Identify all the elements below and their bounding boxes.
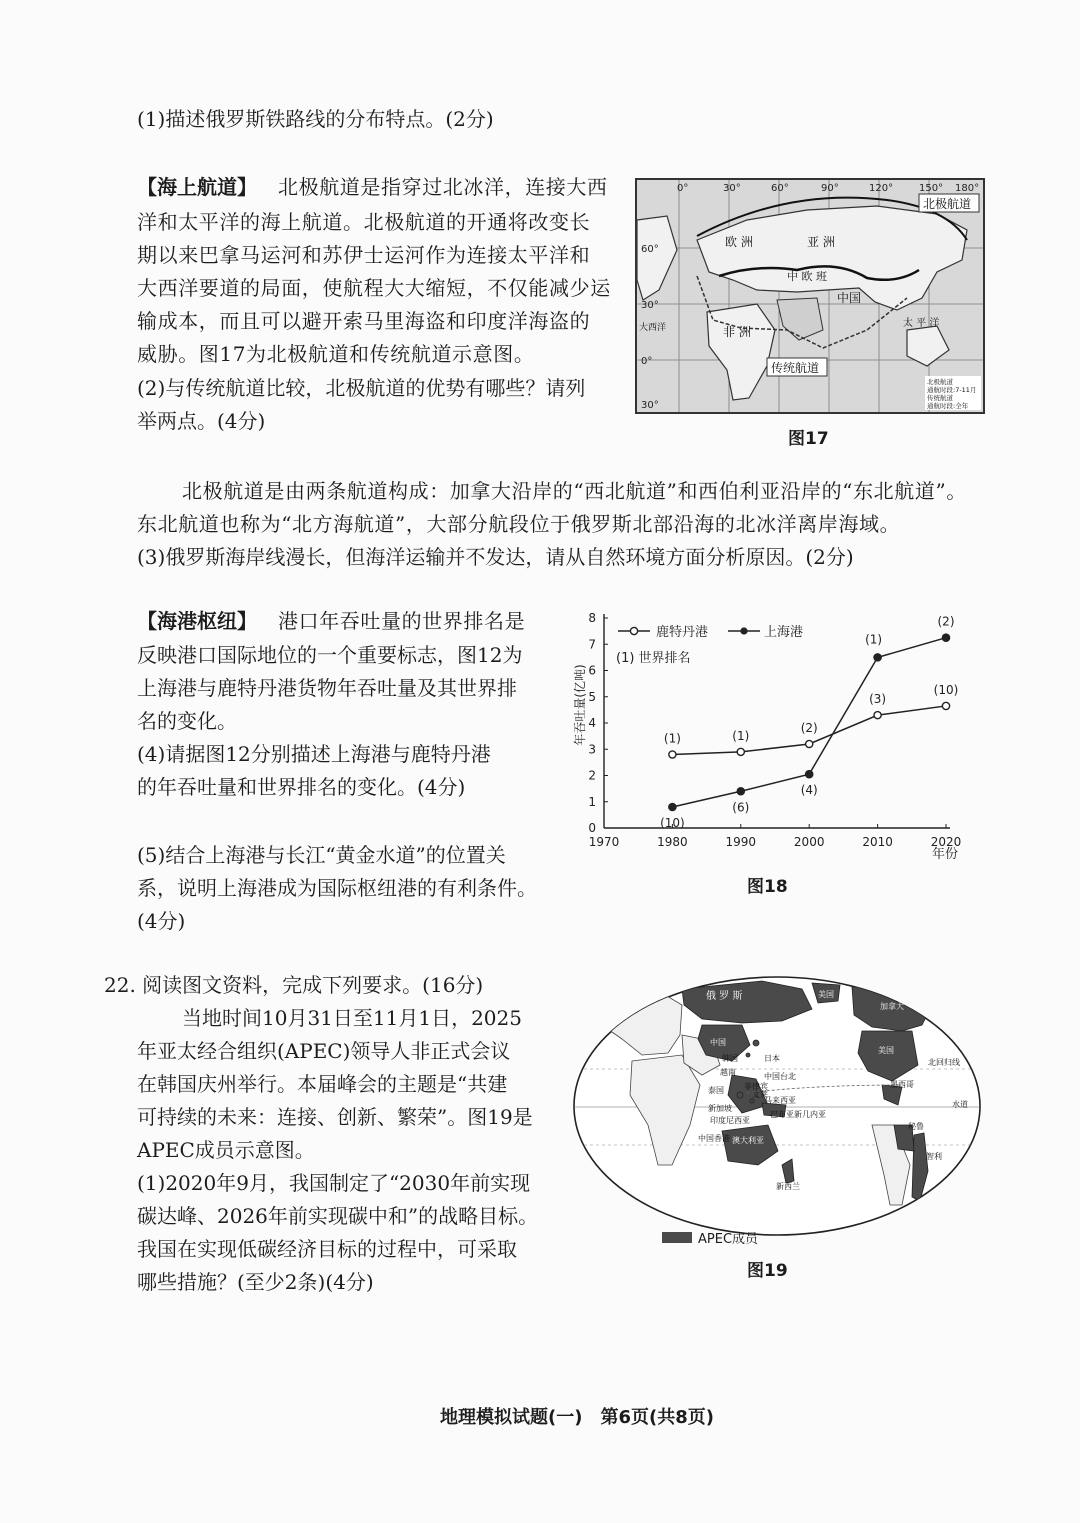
- section-tag-sea-route: 【海上航道】: [137, 175, 257, 199]
- q22-sub1-line-1: (1)2020年9月，我国制定了“2030年前实现: [137, 1171, 531, 1195]
- x-axis-label: 年份: [932, 847, 959, 862]
- question-5-line-1: (5)结合上海港与长江“黄金水道”的位置关: [137, 843, 506, 867]
- q22-sub1-line-4: 哪些措施？(至少2条)(4分): [137, 1270, 374, 1294]
- sea-para-line-6: 威胁。图17为北极航道和传统航道示意图。: [137, 342, 535, 366]
- legend-text: 北极航道: [927, 378, 953, 386]
- map-label: 马来西亚: [764, 1096, 796, 1105]
- legend-text: 通航时段:7-11月: [927, 386, 977, 394]
- legend-rotterdam: 鹿特丹港: [656, 625, 709, 640]
- lon-label: 0°: [677, 183, 689, 194]
- q22-para-line-1: 当地时间10月31日至11月1日，2025: [182, 1006, 522, 1030]
- lat-label: 0°: [641, 356, 653, 367]
- data-point: [806, 771, 813, 778]
- y-tick-label: 3: [588, 742, 596, 757]
- lon-label: 120°: [869, 183, 894, 194]
- y-tick-label: 7: [588, 637, 596, 652]
- map-label: 韩国: [722, 1054, 738, 1063]
- map-label: 泰国: [708, 1086, 724, 1095]
- legend-shanghai: 上海港: [764, 625, 804, 640]
- lon-label: 60°: [771, 183, 789, 194]
- map-label: 墨西哥: [890, 1080, 914, 1089]
- apec-legend-swatch: [662, 1232, 692, 1243]
- data-point: [669, 803, 676, 810]
- sea-para-line-4: 大西洋要道的局面，使航程大大缩短，不仅能减少运: [137, 276, 611, 300]
- sea-para-line-5: 输成本，而且可以避开索马里海盗和印度洋海盗的: [137, 309, 591, 333]
- question-2-line-2: 举两点。(4分): [137, 409, 266, 433]
- data-point: [874, 654, 881, 661]
- map-label: 巴布亚新几内亚: [770, 1110, 826, 1119]
- y-tick-label: 1: [588, 794, 596, 809]
- rank-label: (4): [800, 783, 818, 798]
- y-axis-label: 年吞吐量(亿吨): [573, 664, 587, 746]
- question-4-line-1: (4)请据图12分别描述上海港与鹿特丹港: [137, 742, 491, 766]
- map-label: 俄 罗 斯: [706, 991, 743, 1002]
- data-point: [806, 740, 813, 747]
- map-label: 中国台北: [764, 1072, 796, 1081]
- data-point: [669, 751, 676, 758]
- map-label: 日本: [764, 1054, 780, 1063]
- q22-para-line-2: 年亚太经合组织(APEC)领导人非正式会议: [137, 1039, 511, 1063]
- lon-label: 150°: [919, 183, 944, 194]
- x-tick-label: 2000: [793, 835, 825, 849]
- page-footer: 地理模拟试题(一) 第6页(共8页): [440, 1407, 714, 1428]
- figure-19-caption: 图19: [747, 1261, 788, 1281]
- port-para-line-4: 名的变化。: [137, 709, 237, 733]
- question-1-russia-rail: (1)描述俄罗斯铁路线的分布特点。(2分): [137, 107, 494, 131]
- port-para-line-2: 反映港口国际地位的一个重要标志，图12为: [137, 643, 523, 667]
- rank-label: (6): [732, 800, 750, 815]
- map-label: 北回归线: [928, 1058, 960, 1067]
- question-2-line-1: (2)与传统航道比较，北极航道的优势有哪些？请列: [137, 376, 586, 400]
- map-label: 中国: [710, 1038, 726, 1047]
- region-europe: 欧 洲: [725, 235, 753, 249]
- figure-18-caption: 图18: [747, 877, 788, 897]
- map-label: 中国香港: [698, 1134, 730, 1143]
- data-point: [737, 788, 744, 795]
- region-rail: 中 欧 班: [787, 270, 827, 283]
- map-label: 美国: [878, 1046, 894, 1055]
- traditional-route-label: 传统航道: [771, 361, 820, 375]
- question-4-line-2: 的年吞吐量和世界排名的变化。(4分): [137, 775, 466, 799]
- y-tick-label: 2: [588, 768, 596, 783]
- map-label: 新加坡: [708, 1104, 732, 1113]
- lat-label: 60°: [641, 244, 659, 255]
- y-tick-label: 0: [588, 821, 596, 835]
- y-tick-label: 8: [588, 611, 596, 625]
- region-china: 中国: [837, 291, 862, 305]
- map-label: 智利: [926, 1152, 942, 1161]
- y-tick-label: 6: [588, 663, 596, 678]
- map-label: 文莱: [752, 1090, 768, 1099]
- x-tick-label: 1970: [588, 835, 620, 849]
- figure-17-caption: 图17: [788, 429, 829, 449]
- q22-sub1-line-2: 碳达峰、2026年前实现碳中和”的战略目标。: [137, 1204, 539, 1228]
- question-5-line-3: (4分): [137, 909, 186, 933]
- north-route-label: 北极航道: [923, 197, 972, 211]
- data-point: [737, 748, 744, 755]
- data-point: [874, 712, 881, 719]
- x-tick-label: 2010: [862, 835, 893, 849]
- rank-label: (2): [937, 614, 955, 629]
- region-pacific: 太 平 洋: [903, 318, 940, 329]
- lon-label: 180°: [955, 183, 980, 194]
- section-tag-port: 【海港枢纽】: [137, 609, 257, 633]
- sea-para-line-1: 北极航道是指穿过北冰洋，连接大西: [278, 175, 608, 199]
- q22-para-line-5: APEC成员示意图。: [137, 1138, 315, 1162]
- region-asia: 亚 洲: [807, 235, 835, 249]
- rank-label: (3): [869, 692, 887, 707]
- lon-label: 30°: [723, 183, 741, 194]
- lat-label: 30°: [641, 300, 659, 311]
- question-5-line-2: 系，说明上海港成为国际枢纽港的有利条件。: [137, 876, 537, 900]
- map-label: 澳大利亚: [732, 1136, 764, 1145]
- legend-text: 传统航道: [927, 394, 953, 402]
- y-tick-label: 5: [588, 689, 596, 704]
- world-rank-note: (1) 世界排名: [616, 651, 691, 666]
- port-para-line-1: 港口年吞吐量的世界排名是: [278, 609, 526, 633]
- question-3: (3)俄罗斯海岸线漫长，但海洋运输并不发达，请从自然环境方面分析原因。(2分): [137, 545, 854, 569]
- rank-label: (1): [663, 731, 681, 746]
- map-label: 秘鲁: [908, 1122, 924, 1131]
- map-label: 新西兰: [776, 1182, 800, 1191]
- y-tick-label: 4: [588, 716, 596, 730]
- figure-17-route-map: [635, 178, 985, 414]
- rank-label: (1): [865, 632, 883, 647]
- data-point: [942, 702, 949, 709]
- rank-label: (1): [732, 728, 750, 743]
- q22-para-line-3: 在韩国庆州举行。本届峰会的主题是“共建: [137, 1072, 508, 1096]
- region-africa: 非 洲: [723, 325, 751, 339]
- map-label: 加拿大: [880, 1002, 904, 1011]
- figure-19-apec-map: [572, 975, 982, 1237]
- x-tick-label: 1990: [725, 835, 757, 849]
- x-tick-label: 2020: [930, 835, 962, 849]
- map-label: 美国: [818, 990, 834, 999]
- question-22-title: 22. 阅读图文资料，完成下列要求。(16分): [104, 973, 484, 997]
- arctic-para-line-2: 东北航道也称为“北方海航道”，大部分航段位于俄罗斯北部沿海的北冰洋离岸海域。: [137, 512, 901, 536]
- map-label: 越南: [720, 1068, 736, 1077]
- apec-legend-label: APEC成员: [698, 1232, 759, 1247]
- q22-sub1-line-3: 我国在实现低碳经济目标的过程中，可采取: [137, 1237, 517, 1261]
- rank-label: (10): [933, 682, 959, 697]
- map-label: 水道: [952, 1100, 968, 1109]
- sea-para-line-3: 期以来巴拿马运河和苏伊士运河作为连接太平洋和: [137, 243, 591, 267]
- x-tick-label: 1980: [657, 835, 688, 849]
- sea-para-line-2: 洋和太平洋的海上航道。北极航道的开通将改变长: [137, 210, 591, 234]
- figure-18-port-chart: [560, 600, 990, 868]
- lon-label: 90°: [821, 183, 839, 194]
- rank-label: (2): [800, 721, 818, 735]
- map-label: 菲律宾: [744, 1082, 768, 1091]
- arctic-para-line-1: 北极航道是由两条航道构成：加拿大沿岸的“西北航道”和西伯利亚沿岸的“东北航道”。: [182, 479, 967, 503]
- map-label: 印度尼西亚: [710, 1116, 750, 1125]
- lat-label: 30°: [641, 400, 659, 411]
- port-para-line-3: 上海港与鹿特丹港货物年吞吐量及其世界排: [137, 676, 517, 700]
- rank-label: (10): [660, 816, 685, 830]
- region-atlantic: 大西洋: [639, 323, 667, 333]
- data-point: [942, 634, 949, 641]
- legend-text: 通航时段:全年: [927, 402, 969, 410]
- q22-para-line-4: 可持续的未来：连接、创新、繁荣”。图19是: [137, 1105, 533, 1129]
